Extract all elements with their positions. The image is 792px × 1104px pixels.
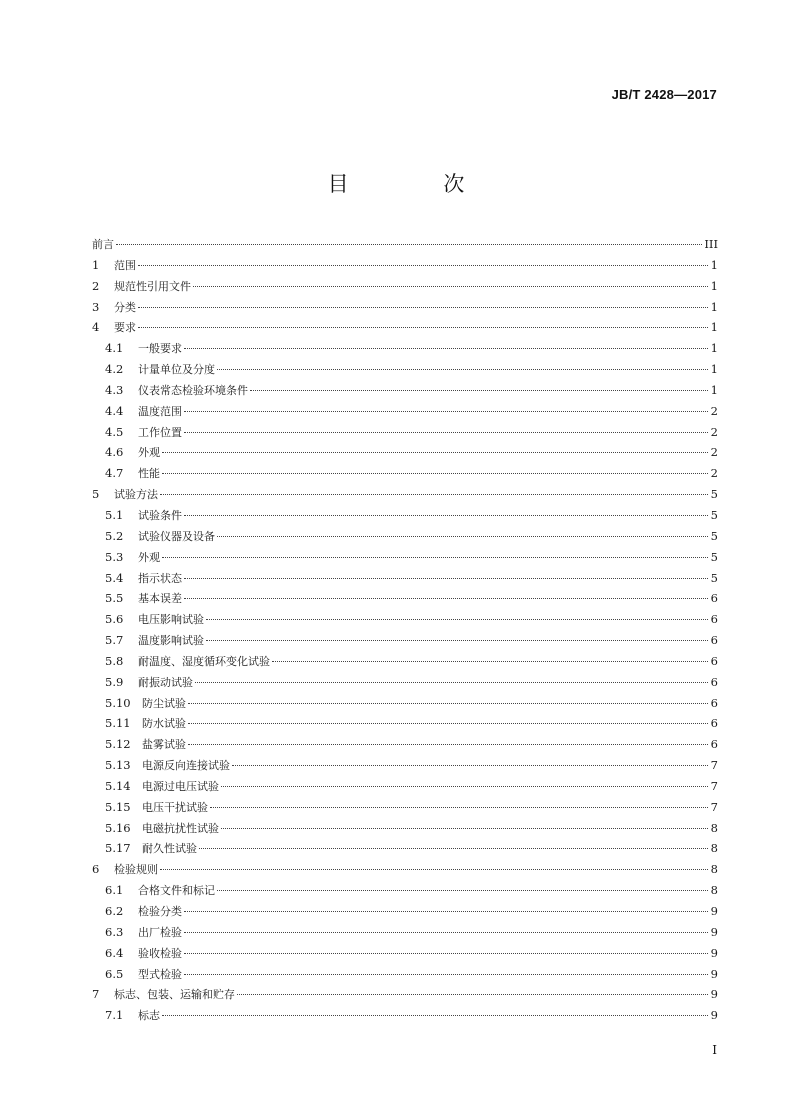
toc-entry-label: 检验规则	[114, 863, 158, 877]
toc-dot-leader	[184, 348, 708, 349]
toc-entry-page: 8	[710, 820, 718, 835]
toc-entry-label: 性能	[138, 467, 160, 481]
toc-entry-page: 5	[710, 507, 718, 522]
toc-entry-label: 防尘试验	[142, 696, 186, 710]
toc-entry[interactable]	[92, 380, 718, 401]
toc-entry-number: 3	[92, 299, 100, 314]
toc-entry-number: 5.13	[105, 758, 131, 773]
toc-dot-leader	[199, 848, 708, 849]
toc-entry[interactable]	[92, 588, 718, 609]
toc-entry-page: 5	[710, 549, 718, 564]
toc-dot-leader	[162, 557, 708, 558]
toc-dot-leader	[188, 703, 708, 704]
toc-entry[interactable]	[92, 338, 718, 359]
toc-entry-page: 8	[710, 862, 718, 877]
toc-entry[interactable]	[92, 505, 718, 526]
toc-entry[interactable]	[92, 818, 718, 839]
toc-entry-label: 要求	[114, 321, 136, 335]
toc-dot-leader	[206, 640, 708, 641]
toc-entry[interactable]	[92, 713, 718, 734]
toc-dot-leader	[116, 244, 702, 245]
toc-entry[interactable]	[92, 859, 718, 880]
toc-entry-page: 9	[710, 966, 718, 981]
toc-entry-page: 6	[710, 674, 718, 689]
toc-entry-label: 防水试验	[142, 717, 186, 731]
toc-entry-label: 试验条件	[138, 508, 182, 522]
toc-dot-leader	[184, 432, 708, 433]
toc-entry-number: 7.1	[105, 1008, 124, 1023]
toc-dot-leader	[232, 765, 708, 766]
toc-entry-page: 7	[710, 799, 718, 814]
toc-entry-label: 耐振动试验	[138, 675, 193, 689]
toc-entry-page: 1	[710, 382, 718, 397]
toc-dot-leader	[162, 1015, 708, 1016]
toc-entry-label: 温度影响试验	[138, 634, 204, 648]
toc-entry-page: 6	[710, 612, 718, 627]
toc-entry-label: 仪表常态检验环境条件	[138, 383, 248, 397]
toc-entry[interactable]	[92, 964, 718, 985]
toc-entry-number: 5.1	[105, 507, 124, 522]
toc-dot-leader	[217, 369, 708, 370]
toc-entry-label: 外观	[138, 550, 160, 564]
table-of-contents	[92, 234, 718, 1026]
toc-entry-label: 外观	[138, 446, 160, 460]
toc-entry[interactable]	[92, 422, 718, 443]
toc-dot-leader	[217, 890, 708, 891]
toc-entry-page: 6	[710, 633, 718, 648]
toc-entry[interactable]	[92, 547, 718, 568]
toc-entry-number: 5.2	[105, 528, 124, 543]
toc-entry-page: 9	[710, 945, 718, 960]
toc-entry-page: 9	[710, 1008, 718, 1023]
toc-entry-number: 4.2	[105, 362, 124, 377]
toc-entry-page: 2	[710, 424, 718, 439]
toc-entry-number: 4	[92, 320, 100, 335]
toc-entry-number: 5.14	[105, 778, 131, 793]
toc-entry-page: 1	[710, 362, 718, 377]
toc-entry-label: 耐温度、湿度循环变化试验	[138, 654, 270, 668]
toc-entry[interactable]	[92, 255, 718, 276]
toc-entry-number: 4.7	[105, 466, 124, 481]
toc-dot-leader	[250, 390, 708, 391]
toc-entry-number: 5.17	[105, 841, 131, 856]
toc-entry-number: 5.9	[105, 674, 124, 689]
toc-entry-label: 电压影响试验	[138, 613, 204, 627]
toc-entry-page: 9	[710, 987, 718, 1002]
toc-entry-page: 9	[710, 904, 718, 918]
toc-entry[interactable]	[92, 880, 718, 901]
toc-dot-leader	[184, 578, 708, 579]
toc-entry-label: 前言	[92, 238, 114, 251]
toc-dot-leader	[217, 536, 708, 537]
toc-entry[interactable]	[92, 442, 718, 463]
toc-entry-page: 8	[710, 883, 718, 898]
toc-entry-label: 范围	[114, 258, 136, 272]
toc-dot-leader	[184, 911, 708, 912]
toc-entry-number: 5.12	[105, 737, 131, 752]
toc-entry[interactable]	[92, 1005, 718, 1026]
toc-entry-label: 标志	[138, 1009, 160, 1023]
toc-entry-number: 4.6	[105, 445, 124, 460]
toc-entry-page: 6	[710, 653, 718, 668]
toc-entry-number: 6	[92, 862, 100, 877]
toc-entry-label: 电磁抗扰性试验	[142, 821, 219, 835]
toc-entry-page: III	[704, 237, 718, 251]
toc-entry-page: 5	[710, 528, 718, 543]
toc-entry[interactable]	[92, 234, 718, 255]
toc-entry-page: 5	[710, 487, 718, 502]
toc-entry[interactable]	[92, 776, 718, 797]
page-title: 目 次	[327, 172, 509, 196]
toc-entry-label: 检验分类	[138, 905, 182, 918]
toc-entry-label: 规范性引用文件	[114, 279, 191, 293]
toc-entry-page: 8	[710, 841, 718, 856]
toc-dot-leader	[160, 869, 708, 870]
toc-entry-label: 试验仪器及设备	[138, 529, 215, 543]
toc-entry-page: 1	[710, 278, 718, 293]
toc-entry-number: 5.11	[105, 716, 131, 731]
toc-entry[interactable]	[92, 984, 718, 1005]
page-number: I	[712, 1043, 717, 1057]
toc-entry-number: 5.16	[105, 820, 131, 835]
toc-entry[interactable]	[92, 901, 718, 922]
toc-dot-leader	[138, 265, 708, 266]
toc-entry-page: 5	[710, 570, 718, 585]
toc-entry-label: 基本误差	[138, 592, 182, 606]
toc-entry[interactable]	[92, 922, 718, 943]
toc-entry-label: 出厂检验	[138, 925, 182, 939]
toc-entry-page: 9	[710, 924, 718, 939]
toc-entry[interactable]	[92, 672, 718, 693]
toc-entry[interactable]	[92, 609, 718, 630]
toc-entry-label: 合格文件和标记	[138, 884, 215, 898]
toc-entry[interactable]	[92, 317, 718, 338]
toc-entry-number: 4.5	[105, 424, 124, 439]
toc-entry-number: 6.4	[105, 945, 124, 960]
toc-entry-number: 5.7	[105, 633, 124, 648]
toc-dot-leader	[272, 661, 708, 662]
toc-entry[interactable]	[92, 276, 718, 297]
toc-entry-number: 5.4	[105, 570, 124, 585]
toc-entry[interactable]	[92, 568, 718, 589]
toc-entry-label: 工作位置	[138, 425, 182, 439]
toc-entry-label: 温度范围	[138, 404, 182, 418]
toc-entry-page: 1	[710, 341, 718, 356]
toc-entry[interactable]	[92, 484, 718, 505]
toc-entry[interactable]	[92, 630, 718, 651]
toc-entry-number: 4.4	[105, 403, 124, 418]
toc-entry-page: 1	[710, 257, 718, 272]
toc-entry-label: 一般要求	[138, 342, 182, 356]
toc-entry[interactable]	[92, 651, 718, 672]
toc-entry-number: 7	[92, 987, 100, 1002]
toc-entry-number: 5.6	[105, 612, 124, 627]
toc-entry-number: 1	[92, 257, 100, 272]
toc-entry-label: 耐久性试验	[142, 842, 197, 856]
toc-entry-label: 电压干扰试验	[142, 800, 208, 814]
toc-entry-page: 7	[710, 778, 718, 793]
toc-entry-number: 2	[92, 278, 100, 293]
toc-dot-leader	[184, 515, 708, 516]
toc-entry-label: 验收检验	[138, 946, 182, 960]
document-code: JB/T 2428—2017	[611, 87, 717, 102]
toc-entry-label: 标志、包装、运输和贮存	[114, 988, 235, 1002]
toc-entry-number: 6.5	[105, 966, 124, 981]
toc-entry-label: 型式检验	[138, 967, 182, 981]
toc-dot-leader	[221, 786, 708, 787]
toc-entry-number: 6.3	[105, 924, 124, 939]
toc-dot-leader	[188, 744, 708, 745]
toc-entry-number: 5.10	[105, 695, 131, 710]
toc-entry[interactable]	[92, 359, 718, 380]
toc-entry[interactable]	[92, 401, 718, 422]
toc-dot-leader	[206, 619, 708, 620]
toc-dot-leader	[162, 473, 708, 474]
toc-entry-number: 5.5	[105, 591, 124, 606]
toc-entry[interactable]	[92, 755, 718, 776]
toc-entry[interactable]	[92, 297, 718, 318]
toc-dot-leader	[184, 598, 708, 599]
toc-dot-leader	[210, 807, 708, 808]
toc-entry-label: 试验方法	[114, 488, 158, 502]
toc-entry-number: 5.15	[105, 799, 131, 814]
toc-entry-number: 4.3	[105, 382, 124, 397]
toc-entry-label: 盐雾试验	[142, 738, 186, 752]
toc-entry-label: 计量单位及分度	[138, 363, 215, 377]
toc-entry-page: 6	[710, 591, 718, 606]
toc-entry-page: 7	[710, 758, 718, 773]
toc-entry-number: 6.1	[105, 883, 124, 898]
toc-dot-leader	[221, 828, 708, 829]
toc-dot-leader	[184, 953, 708, 954]
toc-entry-page: 2	[710, 445, 718, 460]
toc-dot-leader	[184, 974, 708, 975]
toc-entry[interactable]	[92, 838, 718, 859]
toc-entry-number: 5	[92, 487, 100, 502]
toc-entry-page: 1	[710, 320, 718, 335]
toc-entry-label: 指示状态	[138, 571, 182, 585]
toc-dot-leader	[237, 994, 708, 995]
toc-dot-leader	[193, 286, 708, 287]
toc-entry[interactable]	[92, 943, 718, 964]
toc-entry[interactable]	[92, 734, 718, 755]
toc-entry-page: 6	[710, 737, 718, 752]
toc-dot-leader	[184, 932, 708, 933]
toc-entry-number: 6.2	[105, 904, 124, 918]
toc-dot-leader	[195, 682, 708, 683]
toc-entry-page: 6	[710, 716, 718, 731]
toc-entry-number: 5.8	[105, 653, 124, 668]
toc-dot-leader	[162, 452, 708, 453]
toc-entry-number: 5.3	[105, 549, 124, 564]
toc-dot-leader	[184, 411, 708, 412]
toc-entry[interactable]	[92, 526, 718, 547]
toc-dot-leader	[138, 307, 708, 308]
toc-entry-label: 电源反向连接试验	[142, 759, 230, 773]
toc-entry[interactable]	[92, 693, 718, 714]
toc-entry[interactable]	[92, 463, 718, 484]
toc-entry-page: 2	[710, 403, 718, 418]
toc-entry[interactable]	[92, 797, 718, 818]
toc-entry-page: 1	[710, 299, 718, 314]
toc-dot-leader	[138, 327, 708, 328]
toc-entry-label: 分类	[114, 300, 136, 314]
toc-entry-page: 2	[710, 466, 718, 481]
toc-dot-leader	[160, 494, 708, 495]
toc-dot-leader	[188, 723, 708, 724]
toc-entry-label: 电源过电压试验	[142, 779, 219, 793]
toc-entry-number: 4.1	[105, 341, 124, 356]
toc-entry-page: 6	[710, 695, 718, 710]
